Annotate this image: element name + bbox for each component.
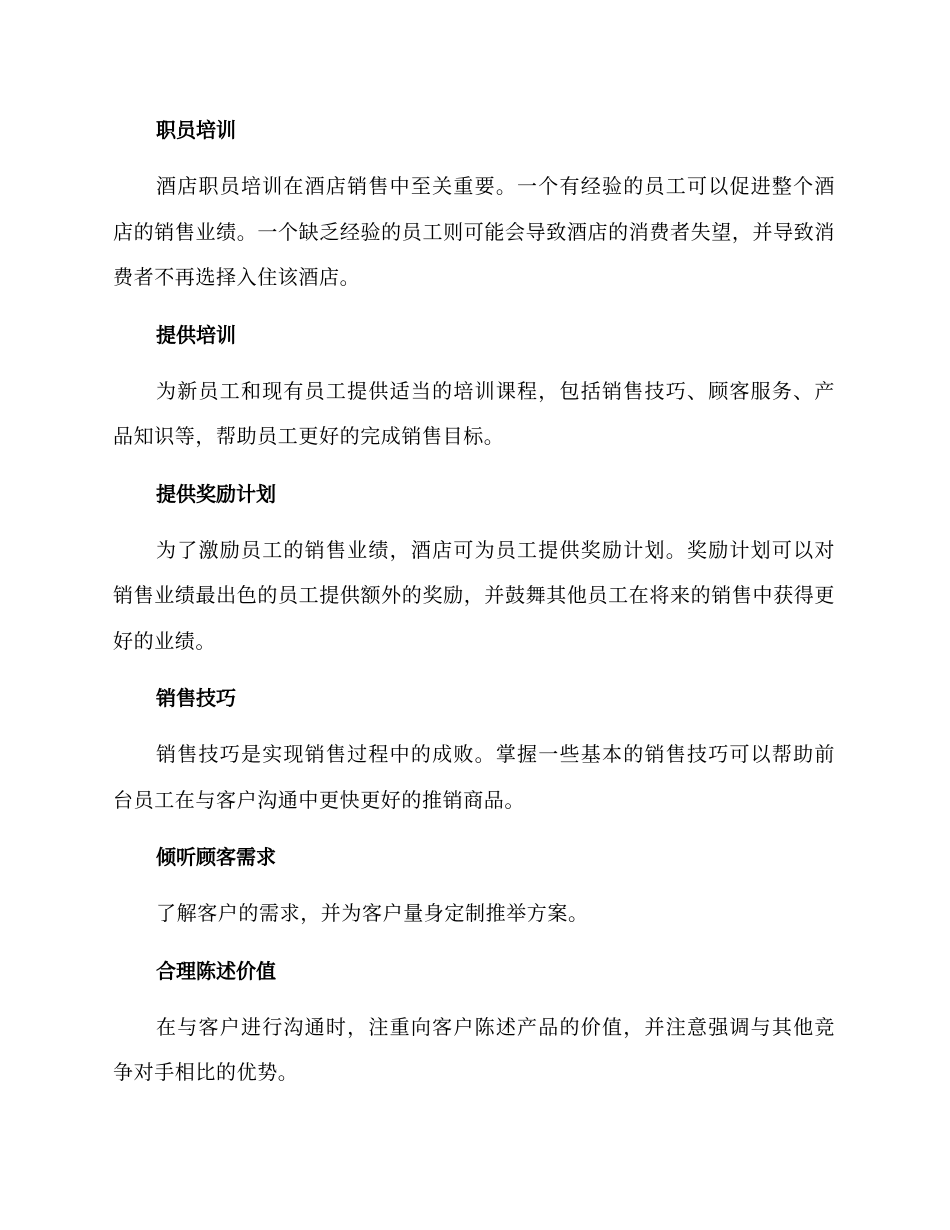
section-heading-provide-training: 提供培训 bbox=[156, 322, 236, 347]
section-body-provide-training: 为新员工和现有员工提供适当的培训课程，包括销售技巧、顾客服务、产品知识等，帮助员工更好的完成销售目标。 bbox=[113, 378, 835, 448]
section-body-listen-needs: 了解客户的需求，并为客户量身定制推举方案。 bbox=[156, 901, 589, 925]
section-body-state-value: 在与客户进行沟通时，注重向客户陈述产品的价值，并注意强调与其他竞争对手相比的优势。 bbox=[113, 1014, 835, 1084]
section-heading-listen-needs: 倾听顾客需求 bbox=[156, 845, 276, 869]
section-heading-incentive-plan: 提供奖励计划 bbox=[156, 481, 276, 506]
section-heading-staff-training: 职员培训 bbox=[156, 118, 236, 142]
section-body-staff-training: 酒店职员培训在酒店销售中至关重要。一个有经验的员工可以促进整个酒店的销售业绩。一个缺乏经验的员工则可能会导致酒店的消费者失望，并导致消费者不再选择入住该酒店。 bbox=[113, 174, 835, 289]
section-heading-state-value: 合理陈述价值 bbox=[156, 958, 276, 983]
section-body-incentive-plan: 为了激励员工的销售业绩，酒店可为员工提供奖励计划。奖励计划可以对销售业绩最出色的员工提供额外的奖励，并鼓舞其他员工在将来的销售中获得更好的业绩。 bbox=[113, 537, 835, 653]
section-heading-sales-skills: 销售技巧 bbox=[156, 686, 236, 710]
document-content bbox=[113, 108, 835, 1096]
section-body-sales-skills: 销售技巧是实现销售过程中的成败。掌握一些基本的销售技巧可以帮助前台员工在与客户沟通中更快更好的推销商品。 bbox=[113, 742, 835, 812]
